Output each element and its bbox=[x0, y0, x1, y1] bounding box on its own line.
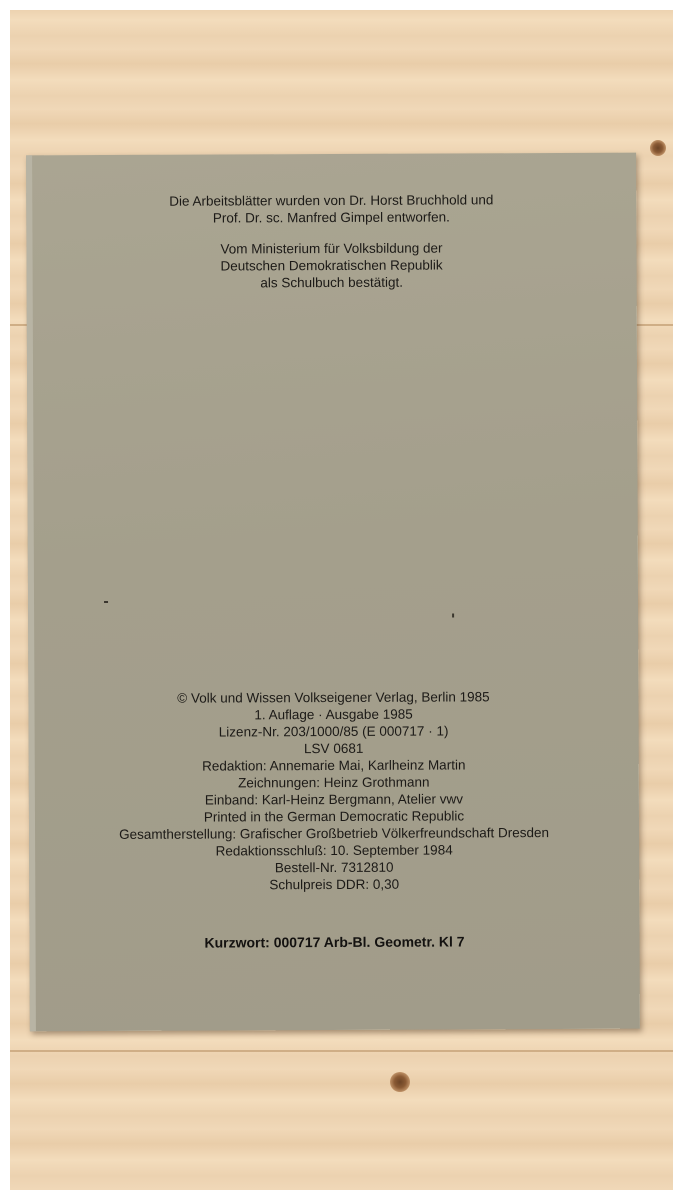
imprint-line: © Volk und Wissen Volkseigener Verlag, Berlin 1985 bbox=[177, 689, 490, 706]
intro-line: Die Arbeitsblätter wurden von Dr. Horst Bruchhold und bbox=[169, 192, 494, 209]
paper-speck bbox=[104, 601, 108, 603]
approval-line: Deutschen Demokratischen Republik bbox=[220, 257, 443, 274]
imprint-line: Printed in the German Democratic Republic bbox=[203, 808, 465, 825]
imprint-line: Bestell-Nr. 7312810 bbox=[274, 859, 394, 876]
imprint-line: Zeichnungen: Heinz Grothmann bbox=[238, 774, 430, 791]
imprint-line: Redaktionsschluß: 10. September 1984 bbox=[215, 842, 453, 859]
kurzwort-line: Kurzwort: 000717 Arb-Bl. Geometr. Kl 7 bbox=[204, 933, 465, 951]
imprint-line: Redaktion: Annemarie Mai, Karlheinz Martin bbox=[202, 757, 466, 774]
imprint-line: Gesamtherstellung: Grafischer Großbetrieb Völkerfreundschaft Dresden bbox=[119, 825, 550, 842]
wood-background bbox=[10, 10, 673, 1190]
paper-speck bbox=[452, 613, 454, 617]
imprint-line: Einband: Karl-Heinz Bergmann, Atelier vwv bbox=[204, 791, 463, 808]
imprint-block bbox=[28, 688, 639, 895]
imprint-line: Schulpreis DDR: 0,30 bbox=[269, 876, 400, 893]
wood-knot bbox=[650, 140, 666, 156]
imprint-line: LSV 0681 bbox=[303, 740, 364, 757]
imprint-line: Lizenz-Nr. 203/1000/85 (E 000717 · 1) bbox=[218, 723, 449, 740]
wood-knot bbox=[390, 1072, 410, 1092]
intro-line: Prof. Dr. sc. Manfred Gimpel entworfen. bbox=[212, 209, 450, 226]
imprint-line: 1. Auflage · Ausgabe 1985 bbox=[254, 706, 413, 723]
approval-line: Vom Ministerium für Volksbildung der bbox=[220, 240, 443, 257]
authors-block bbox=[26, 191, 636, 293]
booklet-back-cover bbox=[26, 153, 640, 1032]
plank-seam bbox=[10, 1050, 673, 1052]
approval-line: als Schulbuch bestätigt. bbox=[260, 274, 403, 291]
